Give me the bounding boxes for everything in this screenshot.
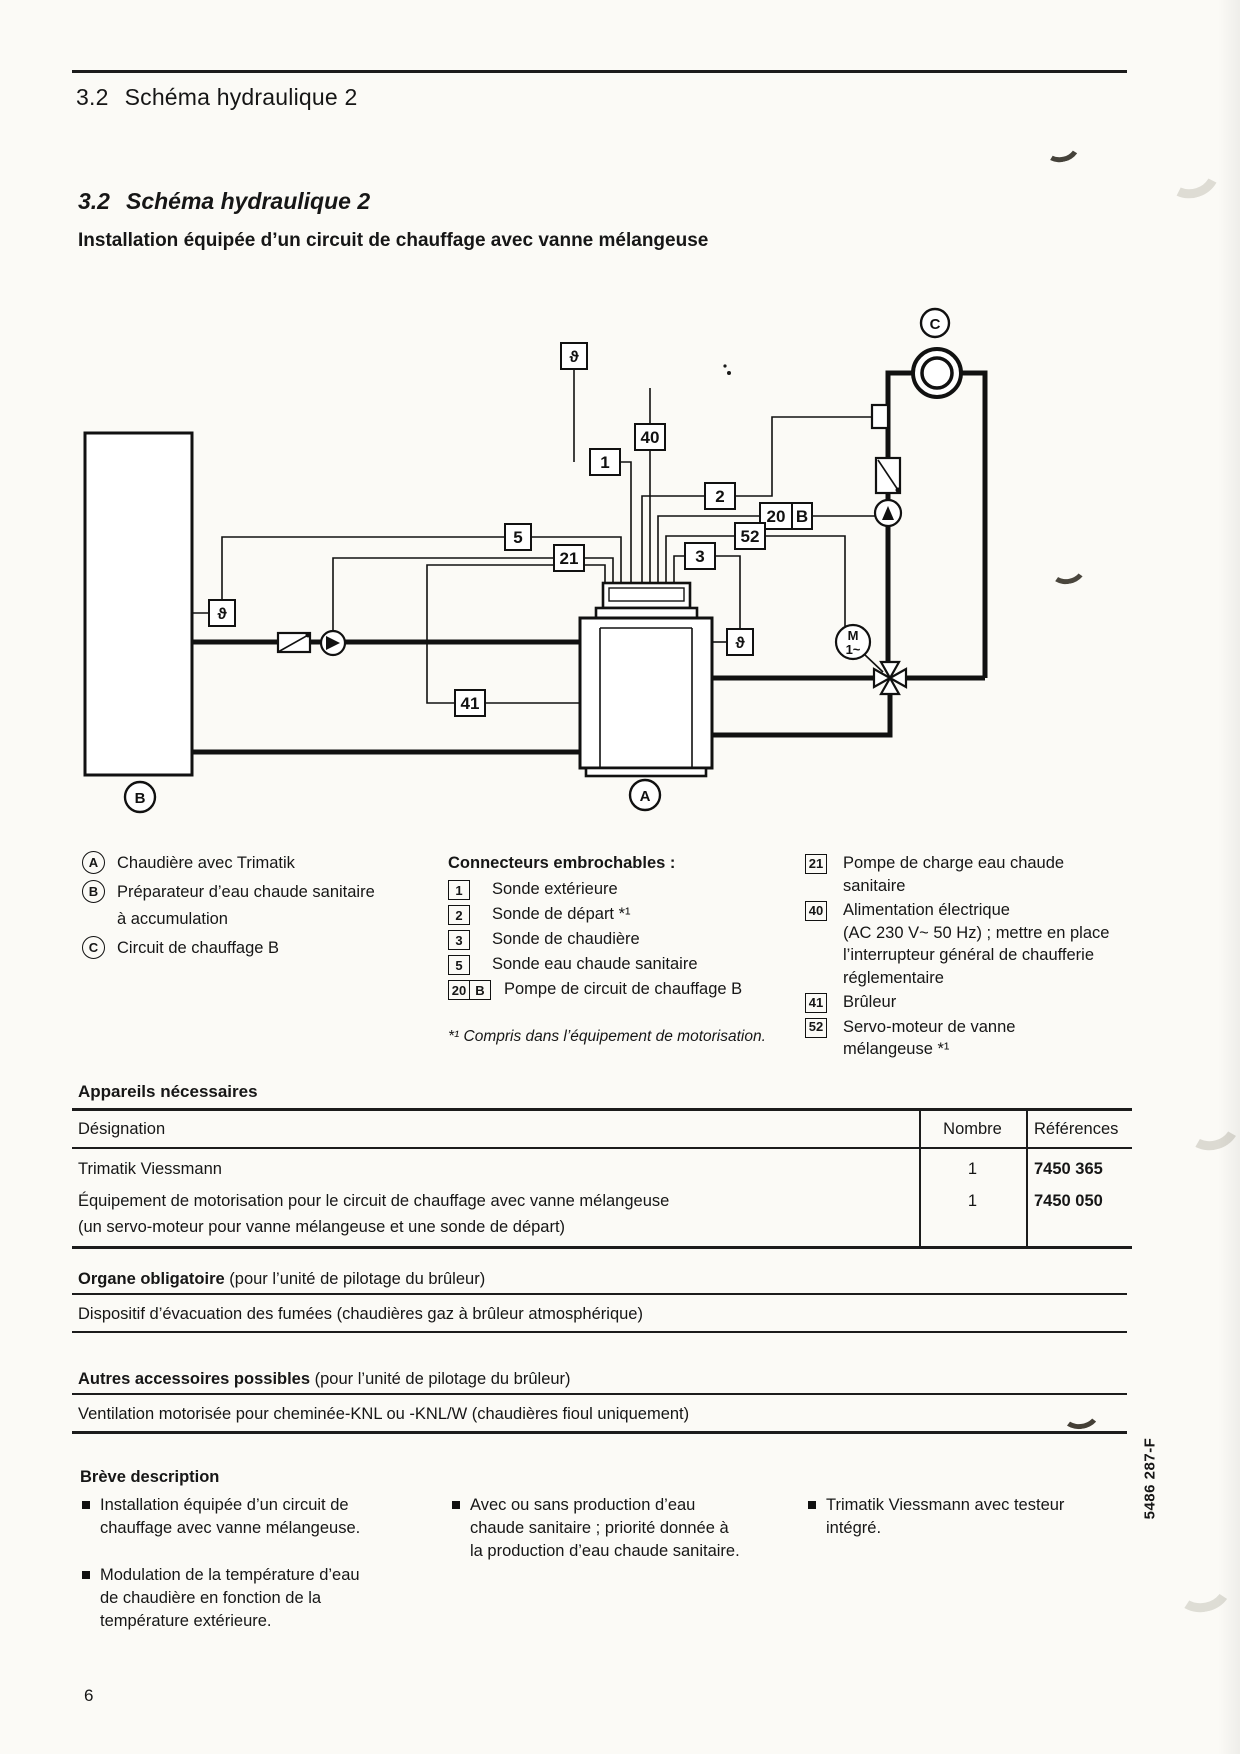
svg-text:B: B xyxy=(795,507,809,526)
description-bullet: Avec ou sans production d’eau chaude sanitaire ; priorité donnée à la production d’eau chaude sanitaire. xyxy=(452,1494,740,1563)
legend-item: 20 B Pompe de circuit de chauffage B xyxy=(448,978,788,1001)
svg-text:B: B xyxy=(134,790,146,807)
section-number: 3.2 xyxy=(76,84,109,110)
section-title: Schéma hydraulique 2 xyxy=(124,84,358,110)
boiler-a xyxy=(580,583,712,776)
page-number: 6 xyxy=(84,1686,94,1705)
diagram-caption: Installation équipée d’un circuit de chauffage avec vanne mélangeuse xyxy=(78,230,709,251)
bullet-icon xyxy=(452,1501,460,1509)
column-header: Nombre xyxy=(943,1120,1002,1138)
scan-mark xyxy=(1058,1393,1102,1431)
punch-hole-mark xyxy=(1155,138,1226,205)
svg-text:5: 5 xyxy=(513,528,523,547)
description-bullet: Modulation de la température d’eau de chaudière en fonction de la température extérieure. xyxy=(82,1564,360,1633)
check-valve-icon xyxy=(278,633,311,653)
svg-text:A: A xyxy=(639,788,651,805)
table-cell-reference: 7450 050 xyxy=(1034,1192,1103,1210)
circuit-pump-icon xyxy=(875,500,901,526)
legend-item: 52 Servo-moteur de vanne mélangeuse *¹ xyxy=(805,1016,1135,1061)
table-cell-nombre: 1 xyxy=(967,1160,978,1178)
legend-item: 1 Sonde extérieure xyxy=(448,878,788,901)
svg-text:ϑ: ϑ xyxy=(735,635,745,652)
running-header xyxy=(76,84,357,111)
circle-c-marker: C xyxy=(82,936,105,959)
svg-text:3: 3 xyxy=(695,547,705,566)
mixing-valve-icon xyxy=(874,662,906,694)
legend-item: 41 Brûleur xyxy=(805,991,1135,1014)
table-title: Appareils nécessaires xyxy=(78,1082,258,1101)
connectors-heading: Connecteurs embrochables : xyxy=(448,854,676,872)
legend-item: 3 Sonde de chaudière xyxy=(448,928,788,951)
section-body: Dispositif d’évacuation des fumées (chaudières gaz à brûleur atmosphérique) xyxy=(78,1305,643,1323)
column-header: Désignation xyxy=(78,1120,166,1138)
legend-item: 2 Sonde de départ *¹ xyxy=(448,903,788,926)
circle-b-marker: B xyxy=(82,880,105,903)
svg-text:ϑ: ϑ xyxy=(217,606,227,623)
servo-motor-icon xyxy=(836,625,883,672)
table-cell-nombre: 1 xyxy=(967,1192,978,1210)
dhw-tank-b xyxy=(85,433,192,775)
section-heading: Autres accessoires possibles (pour l’unité de pilotage du brûleur) xyxy=(78,1370,571,1388)
legend-components xyxy=(805,852,1135,1063)
table-cell-designation: Trimatik Viessmann xyxy=(78,1160,222,1178)
bullet-icon xyxy=(82,1571,90,1579)
svg-text:21: 21 xyxy=(559,549,579,568)
description-bullet: Installation équipée d’un circuit de chauffage avec vanne mélangeuse. xyxy=(82,1494,360,1540)
dhw-pump-icon xyxy=(321,631,345,655)
hydraulic-schematic xyxy=(70,278,1130,828)
svg-text:1: 1 xyxy=(600,453,610,472)
svg-text:1~: 1~ xyxy=(845,642,861,657)
description-bullet: Trimatik Viessmann avec testeur intégré. xyxy=(808,1494,1064,1540)
page-edge-shadow xyxy=(1218,0,1240,1754)
description-heading: Brève description xyxy=(80,1468,220,1486)
circle-a-marker: A xyxy=(82,851,105,874)
svg-text:C: C xyxy=(929,316,941,333)
svg-text:2: 2 xyxy=(715,487,725,506)
bullet-icon xyxy=(808,1501,816,1509)
ink-speck xyxy=(723,364,731,375)
table-cell-designation: (un servo-moteur pour vanne mélangeuse et une sonde de départ) xyxy=(78,1218,566,1236)
flow-sensor-pocket xyxy=(872,405,888,428)
svg-text:52: 52 xyxy=(740,527,760,546)
table-cell-reference: 7450 365 xyxy=(1034,1160,1103,1178)
legend-item: 21 Pompe de charge eau chaude sanitaire xyxy=(805,852,1135,897)
svg-text:41: 41 xyxy=(460,694,480,713)
legend-item: 40 Alimentation électrique (AC 230 V~ 50 Hz) ; mettre en place l’interrupteur général de chaufferie réglementaire xyxy=(805,899,1135,989)
table-cell-designation: Équipement de motorisation pour le circuit de chauffage avec vanne mélangeuse xyxy=(78,1192,670,1210)
legend-item: B Préparateur d’eau chaude sanitaire à accumulation xyxy=(82,879,432,933)
gravity-brake-icon xyxy=(876,458,901,493)
column-header: Références xyxy=(1034,1120,1119,1138)
section-heading: Organe obligatoire (pour l’unité de pilotage du brûleur) xyxy=(78,1270,486,1288)
legend-connectors xyxy=(448,852,788,1003)
legend-item: 5 Sonde eau chaude sanitaire xyxy=(448,953,788,976)
legend-item: A Chaudière avec Trimatik xyxy=(82,850,432,877)
footnote: *¹ Compris dans l’équipement de motorisation. xyxy=(448,1028,766,1045)
bullet-icon xyxy=(82,1501,90,1509)
svg-text:M: M xyxy=(847,628,859,643)
page-title: 3.2 Schéma hydraulique 2 xyxy=(78,188,371,214)
header-rule xyxy=(72,70,1127,73)
svg-text:ϑ: ϑ xyxy=(569,349,579,366)
legend-item: C Circuit de chauffage B xyxy=(82,935,432,962)
svg-text:40: 40 xyxy=(640,428,660,447)
legend-circuits xyxy=(82,850,432,964)
scan-mark xyxy=(1039,126,1084,166)
svg-text:20: 20 xyxy=(766,507,786,526)
document-reference: 5486 287-F xyxy=(1141,1437,1159,1520)
heating-circuit-c-icon xyxy=(913,349,961,397)
section-body: Ventilation motorisée pour cheminée-KNL ou -KNL/W (chaudières fioul uniquement) xyxy=(78,1405,690,1423)
